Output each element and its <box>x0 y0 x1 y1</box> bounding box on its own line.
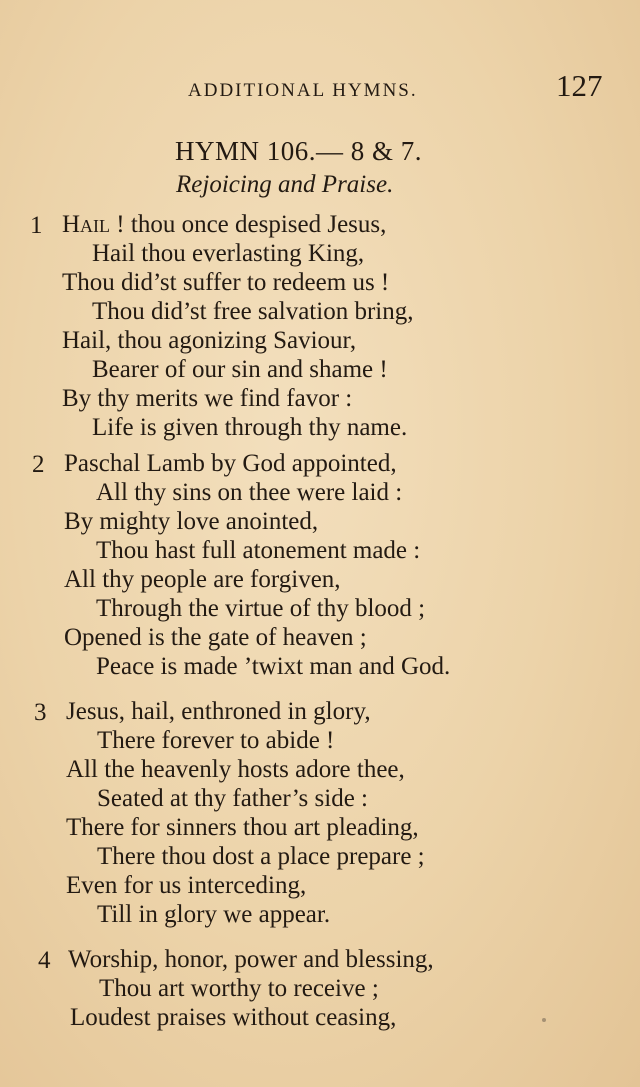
verse-line: Worship, honor, power and blessing, <box>68 946 434 973</box>
verse-line: Seated at thy father’s side : <box>97 785 368 812</box>
verse-line: Thou art worthy to receive ; <box>99 975 379 1002</box>
verse-line: Bearer of our sin and shame ! <box>92 356 388 383</box>
stanza-number: 2 <box>32 451 45 478</box>
verse-line: Loudest praises without ceasing, <box>70 1004 397 1031</box>
verse-line: Hail thou everlasting King, <box>92 240 365 267</box>
hymn-subtitle: Rejoicing and Praise. <box>176 171 394 198</box>
verse-line: Paschal Lamb by God appointed, <box>64 450 397 477</box>
verse-line: By thy merits we find favor : <box>62 385 353 412</box>
verse-line: All the heavenly hosts adore thee, <box>66 756 405 783</box>
verse-line: By mighty love anointed, <box>64 508 319 535</box>
stanza-number: 1 <box>30 212 43 239</box>
verse-line: Peace is made ’twixt man and God. <box>96 653 451 680</box>
verse-line: Till in glory we appear. <box>97 901 331 928</box>
verse-line: Life is given through thy name. <box>92 414 408 441</box>
verse-line: Jesus, hail, enthroned in glory, <box>66 698 371 725</box>
verse-line: All thy sins on thee were laid : <box>96 479 403 506</box>
stanza-number: 3 <box>34 699 47 726</box>
verse-line: Opened is the gate of heaven ; <box>64 624 367 651</box>
verse-line: Thou did’st free salvation bring, <box>92 298 414 325</box>
hymn-title: HYMN 106.— 8 & 7. <box>175 136 423 166</box>
stanza-number: 4 <box>38 947 51 974</box>
verse-line: All thy people are forgiven, <box>64 566 341 593</box>
verse-line: Even for us interceding, <box>66 872 307 899</box>
running-header: ADDITIONAL HYMNS. <box>188 80 418 101</box>
verse-line: There forever to abide ! <box>97 727 335 754</box>
verse-line: Thou hast full atonement made : <box>96 537 421 564</box>
verse-line: There for sinners thou art pleading, <box>66 814 419 841</box>
verse-line: Thou did’st suffer to redeem us ! <box>62 269 390 296</box>
verse-line: Hail, thou agonizing Saviour, <box>62 327 357 354</box>
verse-first-word: Hail ! <box>62 211 125 238</box>
verse-line: Hail ! thou once despised Jesus, <box>62 211 387 238</box>
ink-speck <box>542 1018 546 1022</box>
verse-line: There thou dost a place prepare ; <box>97 843 425 870</box>
page-number: 127 <box>556 68 603 103</box>
verse-line: Through the virtue of thy blood ; <box>96 595 426 622</box>
